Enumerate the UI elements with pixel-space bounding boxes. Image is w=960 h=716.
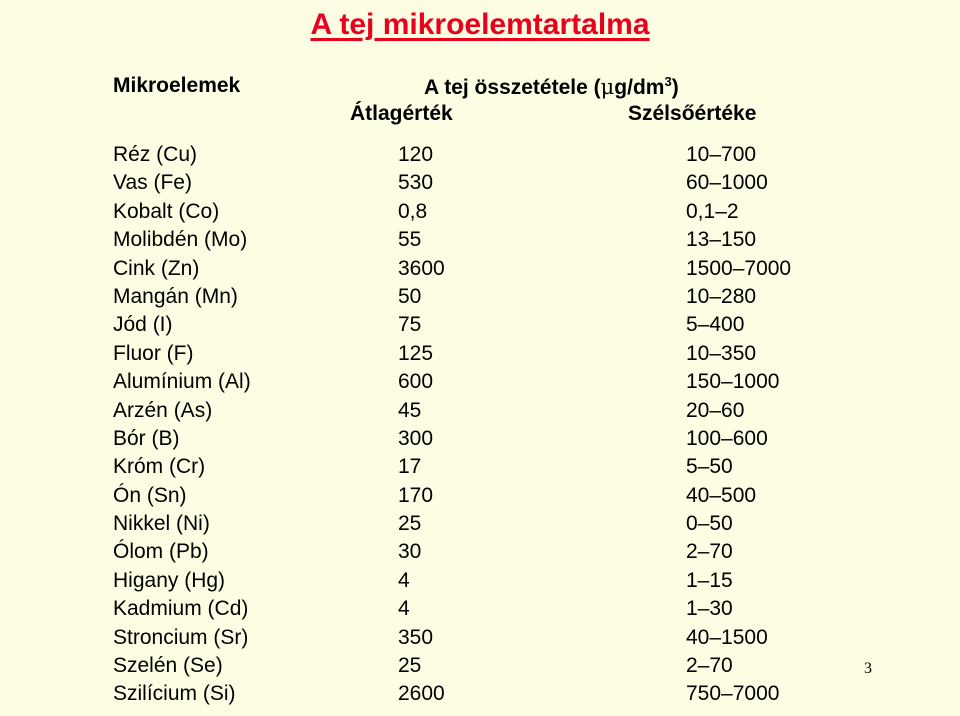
element-name: Kadmium (Cd) [113, 597, 249, 621]
table-row [0, 226, 960, 254]
average-value: 530 [398, 171, 434, 195]
average-value: 30 [398, 540, 422, 564]
table-row [0, 680, 960, 708]
element-name: Ón (Sn) [113, 483, 187, 507]
element-name: Stroncium (Sr) [113, 625, 249, 649]
average-value: 350 [398, 625, 434, 649]
average-value: 50 [398, 284, 422, 308]
table-row [0, 283, 960, 311]
table-row [0, 397, 960, 425]
average-value: 300 [398, 426, 434, 450]
range-value: 40–1500 [686, 625, 768, 649]
table-row [0, 510, 960, 538]
table-row [0, 595, 960, 623]
element-name: Alumínium (Al) [113, 370, 251, 394]
element-name: Vas (Fe) [113, 171, 192, 195]
table-row [0, 198, 960, 226]
average-value: 4 [398, 568, 410, 592]
average-value: 75 [398, 313, 422, 337]
element-name: Jód (I) [113, 313, 173, 337]
average-value: 3600 [398, 256, 445, 280]
element-name: Szelén (Se) [113, 654, 223, 678]
average-value: 25 [398, 512, 422, 536]
table-row [0, 255, 960, 283]
element-name: Réz (Cu) [113, 143, 198, 166]
range-value: 0–50 [686, 512, 733, 536]
unit-mu: μ [600, 75, 615, 99]
elements-table [0, 141, 960, 709]
average-value: 125 [398, 341, 434, 365]
range-value: 1500–7000 [686, 256, 792, 280]
average-value: 120 [398, 143, 434, 166]
element-name: Szilícium (Si) [113, 682, 236, 706]
table-row [0, 567, 960, 595]
composition-header-prefix: A tej összetétele ( [424, 76, 601, 99]
table-row [0, 482, 960, 510]
average-value: 45 [398, 398, 422, 422]
range-value: 750–7000 [686, 682, 780, 706]
element-name: Arzén (As) [113, 398, 213, 422]
average-value: 4 [398, 597, 410, 621]
table-row [0, 538, 960, 566]
range-value: 60–1000 [686, 171, 768, 195]
range-value: 1–15 [686, 568, 733, 592]
table-row [0, 453, 960, 481]
element-name: Higany (Hg) [113, 568, 226, 592]
element-name: Ólom (Pb) [113, 540, 209, 564]
table-row [0, 624, 960, 652]
element-name: Nikkel (Ni) [113, 512, 210, 536]
column-header-average: Átlagérték [350, 102, 453, 125]
page-title: A tej mikroelemtartalma [310, 8, 650, 41]
range-value: 0,1–2 [686, 199, 739, 223]
range-value: 5–50 [686, 455, 733, 479]
range-value: 5–400 [686, 313, 745, 337]
range-value: 13–150 [686, 228, 757, 252]
table-row [0, 425, 960, 453]
range-value: 2–70 [686, 654, 733, 678]
table-row [0, 340, 960, 368]
range-value: 10–350 [686, 341, 757, 365]
range-value: 2–70 [686, 540, 733, 564]
average-value: 55 [398, 228, 422, 252]
column-header-elements: Mikroelemek [113, 74, 241, 97]
composition-header [424, 74, 679, 100]
unit-superscript: 3 [664, 74, 672, 89]
column-header-range: Szélsőértéke [628, 102, 757, 125]
element-name: Mangán (Mn) [113, 284, 238, 308]
element-name: Cink (Zn) [113, 256, 200, 280]
range-value: 10–700 [686, 143, 757, 166]
range-value: 1–30 [686, 597, 733, 621]
composition-header-suffix: ) [671, 76, 679, 99]
range-value: 10–280 [686, 284, 757, 308]
average-value: 0,8 [398, 199, 428, 223]
average-value: 25 [398, 654, 422, 678]
average-value: 2600 [398, 682, 445, 706]
unit-main: g/dm [614, 76, 665, 99]
table-row [0, 311, 960, 339]
element-name: Molibdén (Mo) [113, 228, 248, 252]
range-value: 40–500 [686, 483, 757, 507]
table-row [0, 141, 960, 169]
element-name: Króm (Cr) [113, 455, 206, 479]
element-name: Fluor (F) [113, 341, 194, 365]
table-row [0, 169, 960, 197]
average-value: 600 [398, 370, 434, 394]
average-value: 170 [398, 483, 434, 507]
range-value: 20–60 [686, 398, 745, 422]
table-row [0, 652, 960, 680]
element-name: Bór (B) [113, 426, 180, 450]
range-value: 100–600 [686, 426, 768, 450]
page-number: 3 [864, 660, 872, 677]
range-value: 150–1000 [686, 370, 780, 394]
element-name: Kobalt (Co) [113, 199, 220, 223]
table-row [0, 368, 960, 396]
average-value: 17 [398, 455, 422, 479]
